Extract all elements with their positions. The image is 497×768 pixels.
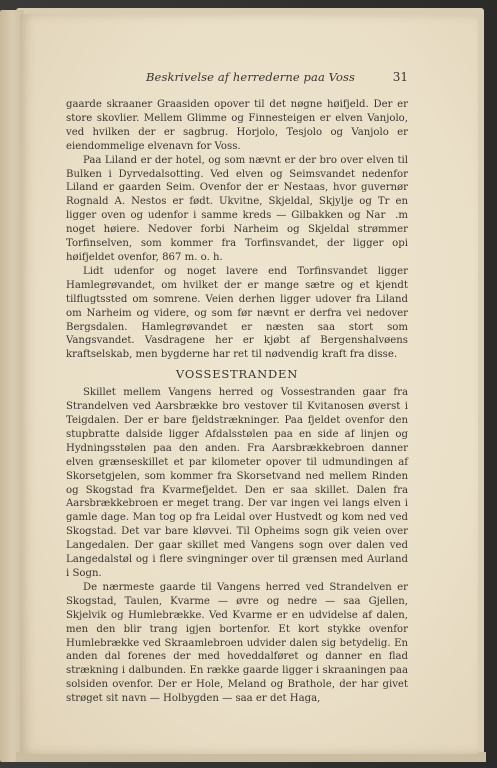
paragraph-5: De nærmeste gaarde til Vangens herred ved Strandelven er Skogstad, Taulen, Kvarme — øvre og nedre — saa Gjellen, Skjelvik og Humlebrække. Ved Kvarme er en udvidelse af dalen, men den blir trang igjen bortenfor. Et kort stykke ovenfor Humlebrække ved Skraamlebroen udvider dalen sig betydelig. En anden dal forenes der med hoveddalføret og danner en flad strækning i dalbunden. En række gaarde ligger i skraaningen paa solsiden ovenfor. Der er Hole, Meland og Brathole, der har givet strøget sit navn — Holbygden — saa er det Haga,: [66, 581, 408, 705]
paragraph-3: Lidt udenfor og noget lavere end Torfinsvandet ligger Hamlegrøvandet, om hvilket der er mange sætre og et kjendt tilflugtssted om somrene. Veien derhen ligger udover fra Liland om Narheim og videre, og som før nævnt er derfra vei nedover Bergsdalen. Hamlegrøvandet er næsten saa stort som Vangsvandet. Vasdragene her er kjøbt af Bergenshalvøens kraftselskab, men bygderne har ret til nødvendig kraft fra disse.: [66, 265, 408, 361]
section-heading: VOSSESTRANDEN: [175, 367, 299, 382]
paragraph-1: gaarde skraaner Graasiden opover til det nøgne høifjeld. Der er store skovlier. Mellem Glimme og Finnesteigen er elven Vanjolo, ved hvilken der er sagbrug. Horjolo, Tesjolo og Vanjolo er eiendommelige elvenavn for Voss.: [66, 99, 408, 152]
page-number: 31: [392, 70, 408, 84]
page-header: [66, 70, 408, 92]
running-head: Beskrivelse af herrederne paa Voss: [146, 70, 356, 84]
page-content: [66, 70, 408, 706]
paragraph-2: Paa Liland er der hotel, og som nævnt er der bro over elven til Bulken i Dyrvedalsotting. Ved elven og Seimsvandet nedenfor Liland er gaarden Seim. Ovenfor der er Nestaas, hvor guvernør Rognald A. Nestos er født. Ukvitne, Skjeldal, Skjylje og Tr en ligger oven og udenfor i samme kreds — Gilbakken og Nar .m noget høiere. Nedover forbi Narheim og Skjeldal strømmer Torfinselven, som kommer fra Torfinsvandet, der ligger opi høifjeldet ovenfor, 867 m. o. h.: [66, 154, 408, 263]
paragraph-4: Skillet mellem Vangens herred og Vossestranden gaar fra Strandelven ved Aarsbrække bro vestover til Kvitanosen øverst i Teigdalen. Der er bare fjeldstrækninger. Paa fjeldet ovenfor den stupbratte dalside ligger Afdalsstølen paa en side af linjen og Hydningsstølen paa den anden. Fra Aarsbrækkebroen danner elven grænseskillet et par kilometer opover til udmundingen af Skorsetgjelen, som kommer fra Skorsetvand ned mellem Rinden og Skogstad fra Kvarmefjeldet. Den er saa skillet. Dalen fra Aarsbrækkebroen er meget trang. Der var ingen vei langs elven i gamle dage. Man tog op fra Leidal over Hustvedt og kom ned ved Skogstad. Det var bare kløvvei. Til Opheims sogn gik veien over Langedalen. Der gaar skillet med Vangens sogn over dalen ved Langedalstøl og i flere svingninger over til grænsen med Aurland i Sogn.: [66, 387, 408, 579]
